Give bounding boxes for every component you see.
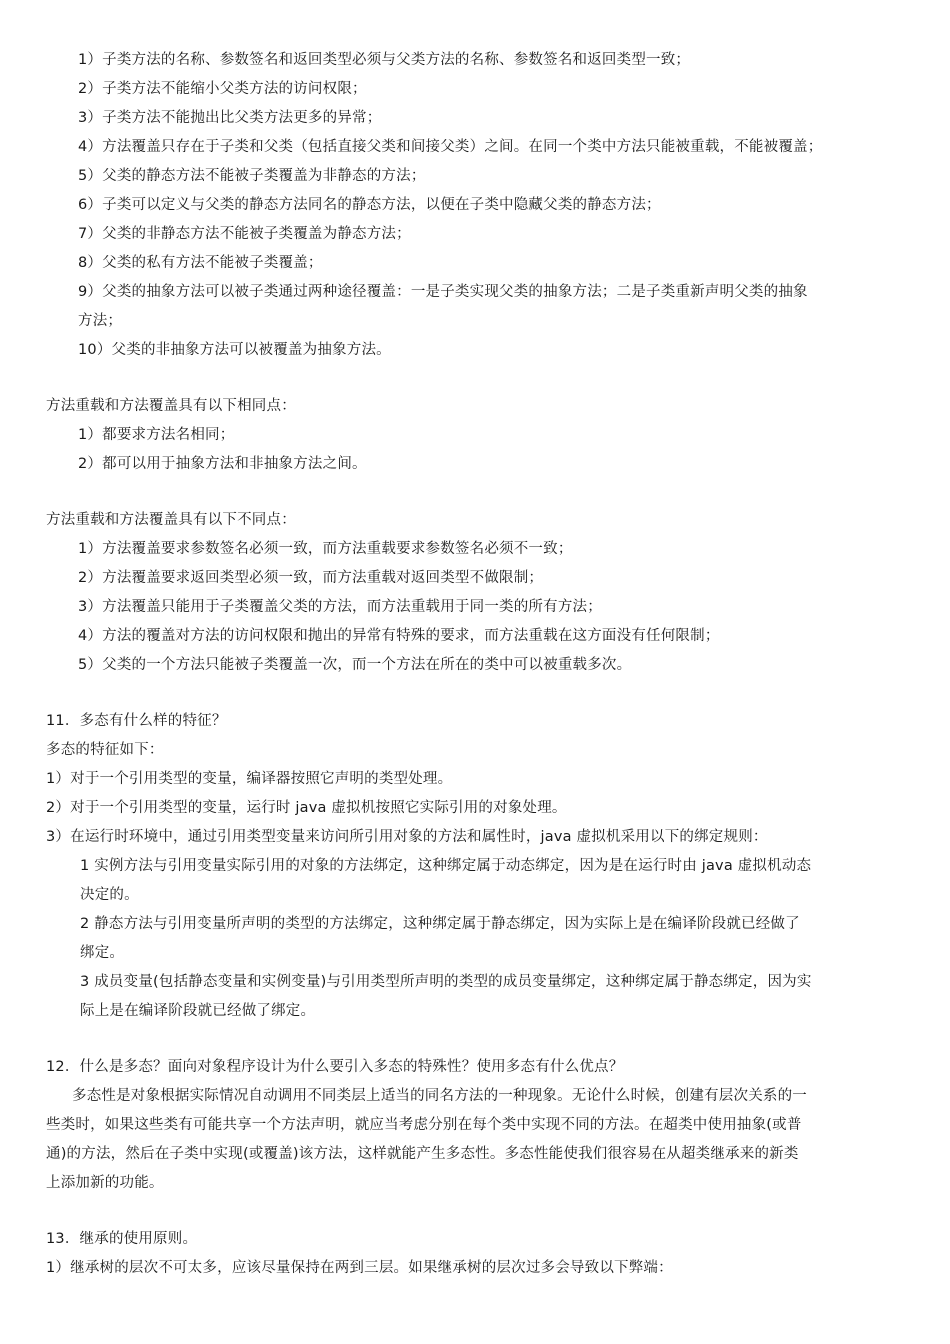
override-rule-10: 10）父类的非抽象方法可以被覆盖为抽象方法。 [78,342,391,358]
override-rule-4: 4）方法覆盖只存在于子类和父类（包括直接父类和间接父类）之间。在同一个类中方法只能被重载，不能被覆盖； [78,139,823,155]
override-rule-8: 8）父类的私有方法不能被子类覆盖； [78,255,323,271]
override-rule-6: 6）子类可以定义与父类的静态方法同名的静态方法，以便在子类中隐藏父类的静态方法； [78,197,661,213]
diff-point-4: 4）方法的覆盖对方法的访问权限和抛出的异常有特殊的要求，而方法重载在这方面没有任何限制； [78,628,720,644]
q13-title: 13．继承的使用原则。 [46,1231,198,1247]
q12-title: 12．什么是多态？面向对象程序设计为什么要引入多态的特殊性？使用多态有什么优点？ [46,1059,624,1075]
override-rule-9-cont: 方法； [78,313,123,329]
q11-item-2: 2）对于一个引用类型的变量，运行时 java 虚拟机按照它实际引用的对象处理。 [46,800,567,816]
q11-rule-3: 3 成员变量(包括静态变量和实例变量)与引用类型所声明的类型的成员变量绑定，这种绑定属于静态绑定，因为实 [80,974,812,990]
q12-para-line-2: 些类时，如果这些类有可能共享一个方法声明，就应当考虑分别在每个类中实现不同的方法。在超类中使用抽象(或普 [46,1117,802,1133]
q12-para-line-3: 通)的方法，然后在子类中实现(或覆盖)该方法，这样就能产生多态性。多态性能使我们很容易在从超类继承来的新类 [46,1146,799,1162]
same-point-1: 1）都要求方法名相同； [78,427,235,443]
q11-intro: 多态的特征如下： [46,742,164,758]
q11-rule-2: 2 静态方法与引用变量所声明的类型的方法绑定，这种绑定属于静态绑定，因为实际上是在编译阶段就已经做了 [80,916,800,932]
override-rule-1: 1）子类方法的名称、参数签名和返回类型必须与父类方法的名称、参数签名和返回类型一致； [78,52,691,68]
q11-title: 11．多态有什么样的特征？ [46,713,227,729]
q11-rule-1-cont: 决定的。 [80,887,139,903]
diff-point-1: 1）方法覆盖要求参数签名必须一致，而方法重载要求参数签名必须不一致； [78,541,573,557]
diff-point-2: 2）方法覆盖要求返回类型必须一致，而方法重载对返回类型不做限制； [78,570,544,586]
q12-para-line-4: 上添加新的功能。 [46,1175,164,1191]
override-rule-3: 3）子类方法不能抛出比父类方法更多的异常； [78,110,382,126]
override-rule-5: 5）父类的静态方法不能被子类覆盖为非静态的方法； [78,168,426,184]
same-point-2: 2）都可以用于抽象方法和非抽象方法之间。 [78,456,367,472]
diff-point-3: 3）方法覆盖只能用于子类覆盖父类的方法，而方法重载用于同一类的所有方法； [78,599,602,615]
q11-rule-3-cont: 际上是在编译阶段就已经做了绑定。 [80,1003,316,1019]
q12-para-line-1: 多态性是对象根据实际情况自动调用不同类层上适当的同名方法的一种现象。无论什么时候，创建有层次关系的一 [72,1088,807,1104]
override-rule-9: 9）父类的抽象方法可以被子类通过两种途径覆盖：一是子类实现父类的抽象方法；二是子类重新声明父类的抽象 [78,284,808,300]
same-points-heading: 方法重载和方法覆盖具有以下相同点： [46,398,296,414]
override-rule-7: 7）父类的非静态方法不能被子类覆盖为静态方法； [78,226,411,242]
q11-rule-2-cont: 绑定。 [80,945,125,961]
diff-point-5: 5）父类的一个方法只能被子类覆盖一次，而一个方法在所在的类中可以被重载多次。 [78,657,632,673]
q11-item-1: 1）对于一个引用类型的变量，编译器按照它声明的类型处理。 [46,771,453,787]
q13-item-1: 1）继承树的层次不可太多，应该尽量保持在两到三层。如果继承树的层次过多会导致以下弊端： [46,1260,673,1276]
q11-item-3: 3）在运行时环境中，通过引用类型变量来访问所引用对象的方法和属性时，java 虚拟机采用以下的绑定规则： [46,829,768,845]
q11-rule-1: 1 实例方法与引用变量实际引用的对象的方法绑定，这种绑定属于动态绑定，因为是在运行时由 java 虚拟机动态 [80,858,812,874]
override-rule-2: 2）子类方法不能缩小父类方法的访问权限； [78,81,367,97]
diff-points-heading: 方法重载和方法覆盖具有以下不同点： [46,512,296,528]
